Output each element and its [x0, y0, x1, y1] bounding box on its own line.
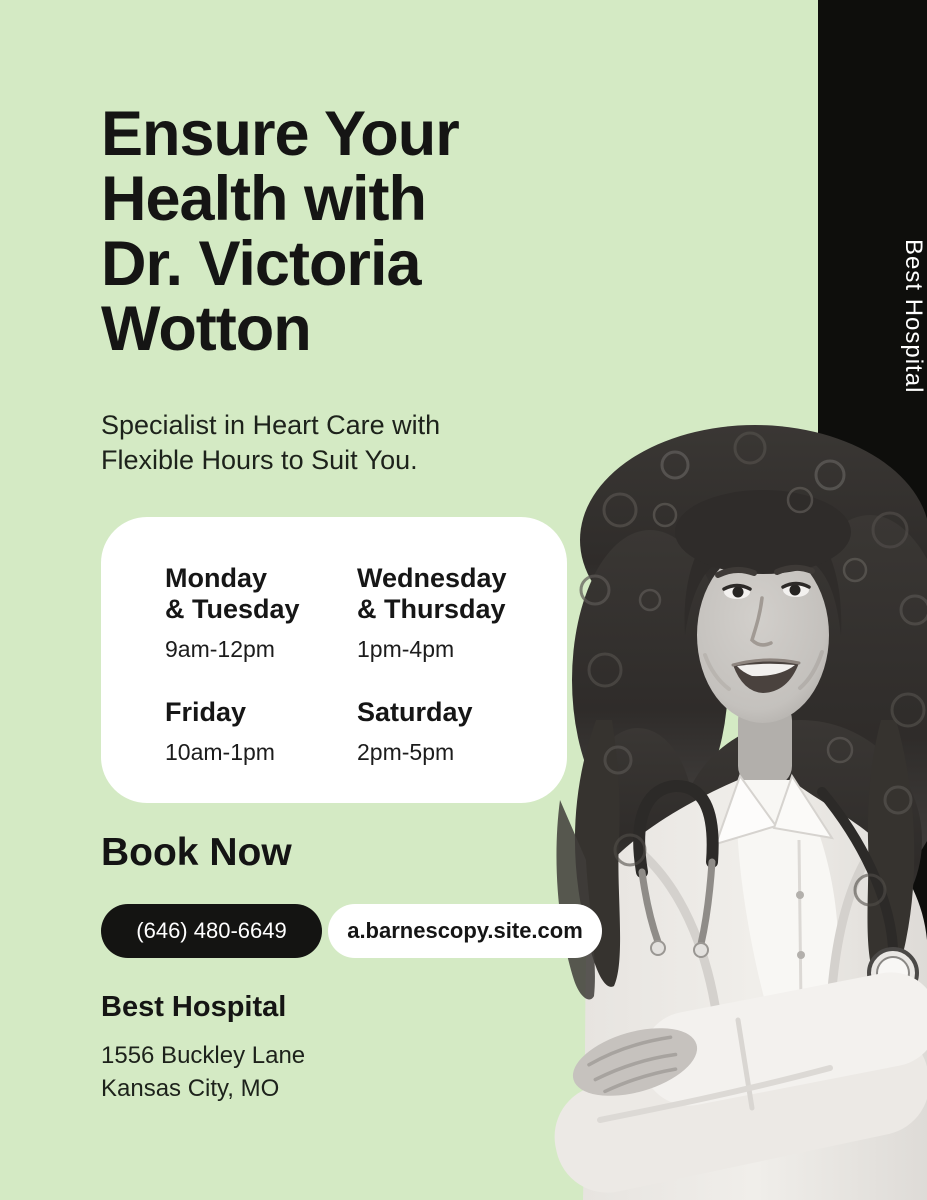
website-button[interactable]	[328, 904, 602, 958]
time-label: 9am-12pm	[165, 636, 275, 662]
address-line: Kansas City, MO	[101, 1075, 280, 1102]
doctor-photo	[500, 420, 927, 1200]
title-line: Health with	[101, 164, 427, 234]
day-label: Saturday	[357, 697, 473, 727]
website-url: a.barnescopy.site.com	[347, 918, 583, 943]
hospital-name: Best Hospital	[101, 991, 287, 1023]
time-label: 1pm-4pm	[357, 636, 455, 662]
phone-button[interactable]	[101, 904, 322, 958]
time-label: 2pm-5pm	[357, 739, 455, 765]
day-label: Monday & Tuesday	[165, 563, 300, 624]
subtitle-line: Flexible Hours to Suit You.	[101, 445, 418, 475]
schedule-item-friday	[165, 697, 357, 766]
day-label: Wednesday & Thursday	[357, 563, 507, 624]
book-now-heading: Book Now	[101, 831, 292, 874]
phone-number: (646) 480-6649	[136, 918, 287, 943]
vertical-brand-label: Best Hospital	[900, 238, 927, 394]
schedule-card	[101, 517, 567, 803]
page-title	[101, 99, 661, 364]
schedule-grid	[165, 563, 507, 766]
schedule-item-monday-tuesday	[165, 563, 357, 663]
schedule-item-wednesday-thursday	[357, 563, 507, 663]
hospital-address	[101, 1039, 305, 1105]
title-line: Dr. Victoria	[101, 229, 421, 299]
title-line: Ensure Your	[101, 99, 459, 169]
time-label: 10am-1pm	[165, 739, 275, 765]
day-label: Friday	[165, 697, 247, 727]
subtitle-line: Specialist in Heart Care with	[101, 410, 441, 440]
address-line: 1556 Buckley Lane	[101, 1042, 306, 1069]
title-line: Wotton	[101, 294, 311, 364]
schedule-item-saturday	[357, 697, 507, 766]
